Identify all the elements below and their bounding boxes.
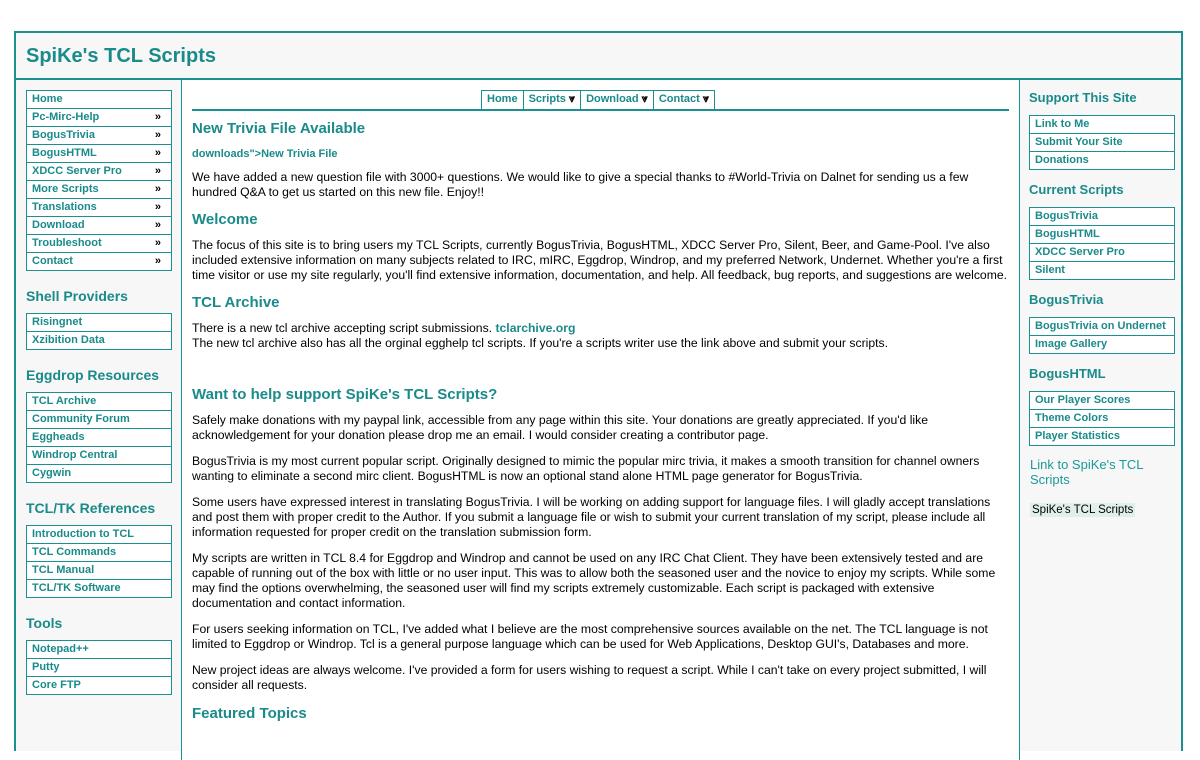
sidebar-item-notepad-plus-plus[interactable]: Notepad++ [27, 641, 171, 659]
welcome-heading: Welcome [192, 211, 258, 228]
main-nav-xdcc-server-pro[interactable] [27, 163, 171, 181]
sidebar-item-introduction-to-tcl[interactable]: Introduction to TCL [27, 526, 171, 544]
main-nav-contact[interactable] [27, 253, 171, 270]
site-header [16, 33, 1181, 80]
sidebar-item-bogushtml[interactable]: BogusHTML [1030, 226, 1174, 244]
sidebar-item-link-to-me[interactable]: Link to Me [1030, 116, 1174, 134]
sidebar-item-image-gallery[interactable]: Image Gallery [1035, 338, 1108, 350]
tcl-tk-references-heading: TCL/TK References [26, 500, 156, 516]
main-nav-label: Pc-Mirc-Help [32, 111, 100, 123]
top-nav-scripts[interactable] [524, 91, 582, 109]
sidebar-item-cygwin[interactable]: Cygwin [32, 467, 72, 479]
sidebar-item-player-statistics[interactable]: Player Statistics [1035, 430, 1120, 442]
sidebar-item-eggheads[interactable]: Eggheads [27, 429, 171, 447]
sidebar-item-theme-colors[interactable]: Theme Colors [1030, 410, 1174, 428]
sidebar-item-core-ftp[interactable]: Core FTP [32, 679, 81, 691]
tcl-archive-text [192, 321, 1012, 351]
tcl-tk-references-list [26, 525, 172, 598]
main-nav-download[interactable] [27, 217, 171, 235]
tools-heading: Tools [26, 615, 63, 631]
main-nav-label: BogusHTML [32, 147, 97, 159]
sidebar-item-tcl-archive[interactable]: TCL Archive [27, 393, 171, 411]
main-nav-label: Contact [32, 255, 73, 267]
sidebar-item-risingnet[interactable]: Risingnet [27, 314, 171, 332]
trivia-heading: New Trivia File Available [192, 120, 366, 137]
chevron-right-icon: » [154, 111, 161, 123]
tcl-archive-heading: TCL Archive [192, 294, 280, 311]
sidebar-item-our-player-scores[interactable]: Our Player Scores [1030, 392, 1174, 410]
current-scripts-heading: Current Scripts [1029, 182, 1124, 197]
chevron-down-icon: ⩔ [568, 93, 576, 105]
main-nav-label: Troubleshoot [32, 237, 102, 249]
main-nav-label: BogusTrivia [32, 129, 95, 141]
archive-line-1: There is a new tcl archive accepting script submissions. [192, 321, 493, 335]
right-sidebar [1019, 80, 1183, 760]
support-heading: Want to help support SpiKe's TCL Scripts? [192, 386, 498, 403]
top-nav-contact[interactable] [654, 91, 714, 109]
main-nav-bogushtml[interactable] [27, 145, 171, 163]
main-nav-home[interactable] [27, 91, 171, 109]
sidebar-item-tcl-manual[interactable]: TCL Manual [27, 562, 171, 580]
bogushtml-list [1029, 391, 1175, 446]
main-nav-label: Translations [32, 201, 97, 213]
sidebar-item-windrop-central[interactable]: Windrop Central [27, 447, 171, 465]
main-nav-troubleshoot[interactable] [27, 235, 171, 253]
chevron-right-icon: » [154, 183, 161, 195]
sidebar-item-community-forum[interactable]: Community Forum [27, 411, 171, 429]
current-scripts-list [1029, 207, 1175, 280]
chevron-right-icon: » [154, 255, 161, 267]
chevron-right-icon: » [154, 219, 161, 231]
chevron-right-icon: » [154, 129, 161, 141]
sidebar-item-putty[interactable]: Putty [27, 659, 171, 677]
sidebar-item-xdcc-server-pro[interactable]: XDCC Server Pro [1030, 244, 1174, 262]
main-nav-label: Download [32, 219, 85, 231]
main-nav-bogustrivia[interactable] [27, 127, 171, 145]
main-nav-label: Home [32, 93, 63, 105]
top-nav-download[interactable] [581, 91, 654, 109]
top-nav-home[interactable] [482, 91, 524, 109]
chevron-down-icon: ⩔ [702, 93, 710, 105]
support-paragraph: Some users have expressed interest in translating BogusTrivia. I will be working on adding support for language files. I will gladly accept translations and post them with proper credit to the Author. If you submit a language file or wish to submit your current translation of my script, please include all information requested for proper credit on the translation submission form. [192, 495, 991, 539]
page-frame [14, 31, 1183, 751]
bogustrivia-heading: BogusTrivia [1029, 292, 1104, 307]
tools-list [26, 640, 172, 695]
sidebar-item-silent[interactable]: Silent [1035, 264, 1065, 276]
sidebar-item-donations[interactable]: Donations [1035, 154, 1089, 166]
sidebar-item-tcl-commands[interactable]: TCL Commands [27, 544, 171, 562]
eggdrop-resources-heading: Eggdrop Resources [26, 367, 160, 383]
support-paragraph: My scripts are written in TCL 8.4 for Eggdrop and Windrop and cannot be used on any IRC Chat Client. They have been extensively tested and are capable of running out of the box with little or no user input. This was to allow both the seasoned user and the novice to enjoy my scripts. While some may find the options overwhelming, the seasoned user will find my scripts extremely customizable. Each script is packaged with extensive documentation and contact information. [192, 551, 996, 610]
support-paragraph: BogusTrivia is my most current popular script. Originally designed to mimic the popular mirc trivia, it makes a smooth transition for channel owners wanting to eliminate a second mirc client. BogusHTML is now an optional stand alone HTML page generator for BogusTrivia. [192, 454, 980, 483]
main-nav-pc-mirc-help[interactable] [27, 109, 171, 127]
top-nav-label: Download [586, 93, 639, 105]
top-nav-label: Scripts [528, 93, 566, 105]
chevron-right-icon: » [154, 147, 161, 159]
support-paragraph: New project ideas are always welcome. I've provided a form for users wishing to request a script. While I can't take on every project submitted, I will consider all requests. [192, 663, 987, 692]
top-nav [481, 90, 715, 110]
link-to-site-text[interactable]: Link to SpiKe's TCL Scripts [1030, 457, 1144, 487]
support-paragraph: Safely make donations with my paypal link, accessible from any page within this site. Your donations are greatly appreciated. If you'd like acknowledgement for your donation please drop me an email. I would consider creating a contributor page. [192, 413, 929, 442]
chevron-right-icon: » [154, 237, 161, 249]
shell-providers-list [26, 313, 172, 350]
bogustrivia-list [1029, 317, 1175, 354]
link-badge[interactable]: SpiKe's TCL Scripts [1032, 504, 1134, 516]
chevron-right-icon: » [154, 201, 161, 213]
featured-topics-heading: Featured Topics [192, 705, 307, 722]
top-nav-divider [192, 109, 1009, 111]
new-trivia-file-link[interactable]: downloads">New Trivia File [192, 148, 338, 160]
main-nav-more-scripts[interactable] [27, 181, 171, 199]
eggdrop-resources-list [26, 392, 172, 483]
welcome-text: The focus of this site is to bring users my TCL Scripts, currently BogusTrivia, BogusHTML, XDCC Server Pro, Silent, Beer, and Game-Pool. I've also included extensive information on many subjects related to IRC, mIRC, Eggdrop, Windrop, and my preferred Network, Undernet. Whether you're a first time visitor or use my site regularly, you'll find extensive information, documentation, and help. All feedback, bug reports, and suggestions are welcome. [192, 238, 1008, 282]
article-body [192, 120, 1012, 722]
archive-line-2: The new tcl archive also has all the orginal egghelp tcl scripts. If you're a scripts writer use the link above and submit your scripts. [192, 336, 888, 350]
main-nav-label: XDCC Server Pro [32, 165, 122, 177]
left-sidebar [16, 80, 182, 760]
sidebar-item-xzibition-data[interactable]: Xzibition Data [32, 334, 105, 346]
top-nav-label: Home [487, 93, 518, 105]
main-nav-label: More Scripts [32, 183, 99, 195]
shell-providers-heading: Shell Providers [26, 288, 128, 304]
chevron-down-icon: ⩔ [641, 93, 648, 105]
site-title[interactable]: SpiKe's TCL Scripts [26, 45, 216, 67]
sidebar-item-submit-your-site[interactable]: Submit Your Site [1030, 134, 1174, 152]
trivia-text: We have added a new question file with 3000+ questions. We would like to give a special thanks to #World-Trivia on Dalnet for sending us a few hundred Q&A to get us started on this new file. Enjoy!! [192, 170, 969, 199]
main-nav-menu [26, 90, 172, 271]
main-nav-translations[interactable] [27, 199, 171, 217]
main-content [182, 80, 1019, 760]
sidebar-item-bogustrivia-on-undernet[interactable]: BogusTrivia on Undernet [1030, 318, 1174, 336]
support-paragraph: For users seeking information on TCL, I've added what I believe are the most comprehensive sources available on the net. The TCL language is not limited to Eggdrop or Windrop. Tcl is a general purpose language which can be used for Web Applications, Desktop GUI's, Databases and more. [192, 622, 988, 651]
sidebar-item-bogustrivia[interactable]: BogusTrivia [1030, 208, 1174, 226]
support-this-site-list [1029, 115, 1175, 170]
support-this-site-heading: Support This Site [1029, 90, 1137, 105]
tclarchive-link[interactable]: tclarchive.org [495, 321, 576, 335]
top-nav-label: Contact [658, 93, 700, 105]
bogushtml-heading: BogusHTML [1029, 366, 1106, 381]
chevron-right-icon: » [154, 165, 161, 177]
sidebar-item-tcl-tk-software[interactable]: TCL/TK Software [32, 582, 121, 594]
